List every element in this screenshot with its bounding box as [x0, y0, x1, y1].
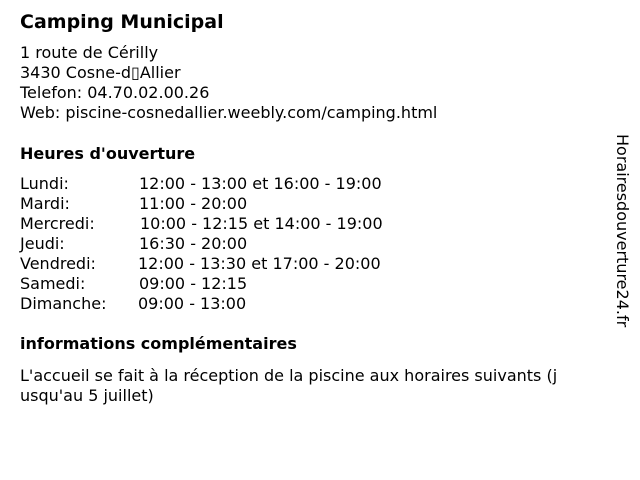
day-label: Mercredi: — [20, 214, 95, 233]
day-hours: 12:00 - 13:00 et 16:00 - 19:00 — [139, 174, 382, 193]
page-title: Camping Municipal — [20, 11, 224, 33]
watermark-text: Horairesdouverture24.fr — [613, 134, 632, 328]
street-address: 1 route de Cérilly — [20, 43, 159, 62]
website-link: Web: piscine-cosnedallier.weebly.com/camping.html — [20, 103, 438, 122]
day-hours: 12:00 - 13:30 et 17:00 - 20:00 — [138, 254, 381, 273]
day-label: Dimanche: — [20, 294, 107, 313]
day-label: Mardi: — [20, 194, 70, 213]
day-label: Lundi: — [20, 174, 69, 193]
day-label: Jeudi: — [20, 234, 65, 253]
address-block — [20, 43, 437, 123]
day-hours: 09:00 - 13:00 — [138, 294, 247, 313]
city-address: 3430 Cosne-d▯Allier — [20, 63, 181, 82]
day-hours: 09:00 - 12:15 — [139, 274, 248, 293]
day-hours: 11:00 - 20:00 — [139, 194, 248, 213]
info-heading: informations complémentaires — [20, 334, 297, 353]
phone-number: Telefon: 04.70.02.00.26 — [20, 83, 210, 102]
day-label: Vendredi: — [20, 254, 96, 273]
hours-heading: Heures d'ouverture — [20, 144, 196, 163]
day-hours: 10:00 - 12:15 et 14:00 - 19:00 — [140, 214, 383, 233]
watermark — [612, 134, 632, 364]
day-label: Samedi: — [20, 274, 86, 293]
info-text: L'accueil se fait à la réception de la piscine aux horaires suivants (jusqu'au 5 juillet) — [20, 366, 558, 405]
day-hours: 16:30 - 20:00 — [139, 234, 248, 253]
